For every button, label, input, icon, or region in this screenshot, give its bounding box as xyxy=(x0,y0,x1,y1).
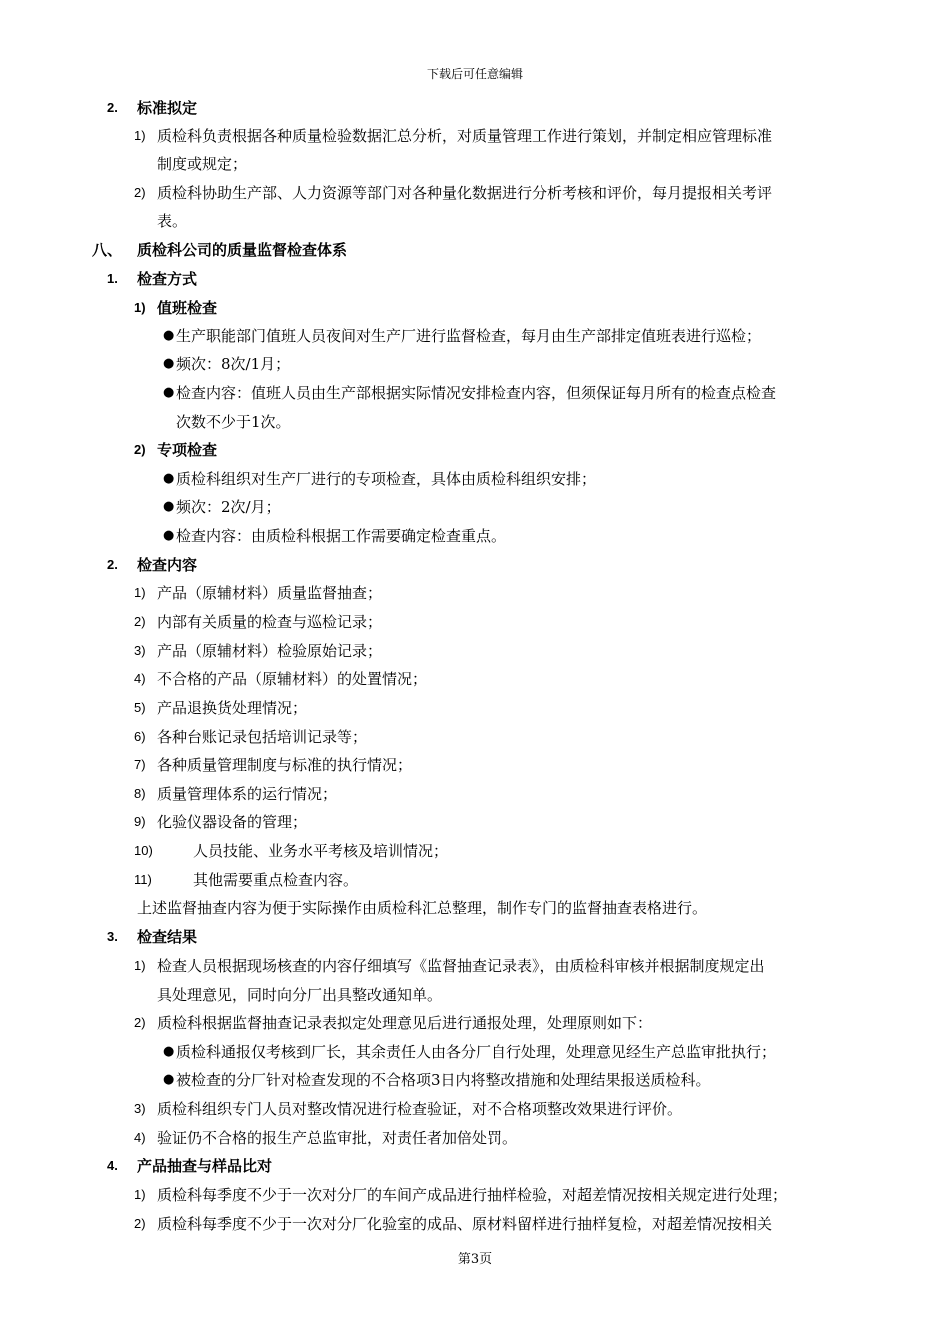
section-heading: 检查方式 xyxy=(137,270,198,288)
paragraph-line: 不合格的产品（原辅材料）的处置情况； xyxy=(157,670,428,688)
paragraph-line: 质检科根据监督抽查记录表拟定处理意见后进行通报处理，处理原则如下： xyxy=(157,1014,653,1032)
paragraph-line: 表。 xyxy=(157,212,188,230)
list-marker: 八、 xyxy=(92,241,123,259)
list-marker: 3. xyxy=(107,929,118,944)
list-marker: 9) xyxy=(134,814,146,829)
bullet-icon: ● xyxy=(163,528,175,543)
list-marker: 1) xyxy=(134,128,146,143)
paragraph-line: 次数不少于1次。 xyxy=(176,413,291,431)
paragraph-line: 产品退换货处理情况； xyxy=(157,699,308,717)
paragraph-line: 各种质量管理制度与标准的执行情况； xyxy=(157,756,413,774)
page-number: 第3页 xyxy=(457,1252,493,1267)
paragraph-line: 频次：8次/1月； xyxy=(176,355,291,373)
bullet-icon: ● xyxy=(163,499,175,514)
section-heading: 专项检查 xyxy=(157,441,218,459)
paragraph-line: 验证仍不合格的报生产总监审批，对责任者加倍处罚。 xyxy=(157,1129,518,1147)
list-marker: 2) xyxy=(134,1216,146,1231)
list-marker: 2. xyxy=(107,100,118,115)
paragraph-line: 质检科每季度不少于一次对分厂的车间产成品进行抽样检验，对超差情况按相关规定进行处理； xyxy=(157,1186,788,1204)
list-marker: 2) xyxy=(134,614,146,629)
list-marker: 2) xyxy=(134,1015,146,1030)
bullet-icon: ● xyxy=(163,356,175,371)
list-marker: 1) xyxy=(134,958,146,973)
list-marker: 4) xyxy=(134,1130,146,1145)
bullet-icon: ● xyxy=(163,471,175,486)
list-marker: 10) xyxy=(134,843,153,858)
section-heading: 产品抽查与样品比对 xyxy=(137,1157,273,1175)
paragraph-line: 检查内容：值班人员由生产部根据实际情况安排检查内容，但须保证每月所有的检查点检查 xyxy=(176,384,777,402)
paragraph-line: 被检查的分厂针对检查发现的不合格项3日内将整改措施和处理结果报送质检科。 xyxy=(176,1071,711,1089)
section-heading: 检查结果 xyxy=(137,928,198,946)
paragraph-line: 检查人员根据现场核查的内容仔细填写《监督抽查记录表》，由质检科审核并根据制度规定出 xyxy=(157,957,765,975)
paragraph-line: 产品（原辅材料）检验原始记录； xyxy=(157,642,383,660)
bullet-icon: ● xyxy=(163,328,175,343)
list-marker: 2) xyxy=(134,185,146,200)
paragraph-line: 质检科组织对生产厂进行的专项检查，具体由质检科组织安排； xyxy=(176,470,597,488)
paragraph-line: 上述监督抽查内容为便于实际操作由质检科汇总整理，制作专门的监督抽查表格进行。 xyxy=(137,899,708,917)
list-marker: 1. xyxy=(107,271,118,286)
bullet-icon: ● xyxy=(163,1072,175,1087)
paragraph-line: 内部有关质量的检查与巡检记录； xyxy=(157,613,383,631)
paragraph-line: 质检科负责根据各种质量检验数据汇总分析，对质量管理工作进行策划，并制定相应管理标准 xyxy=(157,127,773,145)
list-marker: 1) xyxy=(134,585,146,600)
list-marker: 1) xyxy=(134,1187,146,1202)
list-marker: 1) xyxy=(134,300,146,315)
paragraph-line: 化验仪器设备的管理； xyxy=(157,813,308,831)
paragraph-line: 制度或规定； xyxy=(157,155,248,173)
paragraph-line: 质检科每季度不少于一次对分厂化验室的成品、原材料留样进行抽样复检，对超差情况按相关 xyxy=(157,1215,773,1233)
section-heading: 值班检查 xyxy=(157,299,218,317)
list-marker: 3) xyxy=(134,643,146,658)
paragraph-line: 频次：2次/月； xyxy=(176,498,281,516)
paragraph-line: 生产职能部门值班人员夜间对生产厂进行监督检查，每月由生产部排定值班表进行巡检； xyxy=(176,327,762,345)
section-heading: 标准拟定 xyxy=(137,99,198,117)
section-heading: 检查内容 xyxy=(137,556,198,574)
paragraph-line: 质检科协助生产部、人力资源等部门对各种量化数据进行分析考核和评价，每月提报相关考评 xyxy=(157,184,773,202)
paragraph-line: 人员技能、业务水平考核及培训情况； xyxy=(193,842,449,860)
list-marker: 11) xyxy=(134,872,152,887)
list-marker: 4. xyxy=(107,1158,118,1173)
paragraph-line: 产品（原辅材料）质量监督抽查； xyxy=(157,584,383,602)
paragraph-line: 各种台账记录包括培训记录等； xyxy=(157,728,368,746)
list-marker: 7) xyxy=(134,757,146,772)
bullet-icon: ● xyxy=(163,385,175,400)
list-marker: 3) xyxy=(134,1101,146,1116)
list-marker: 2) xyxy=(134,442,146,457)
page-header: 下载后可任意编辑 xyxy=(426,67,523,81)
bullet-icon: ● xyxy=(163,1044,175,1059)
list-marker: 6) xyxy=(134,729,146,744)
paragraph-line: 质量管理体系的运行情况； xyxy=(157,785,338,803)
list-marker: 8) xyxy=(134,786,146,801)
section-heading: 质检科公司的质量监督检查体系 xyxy=(137,241,348,259)
paragraph-line: 检查内容：由质检科根据工作需要确定检查重点。 xyxy=(176,527,507,545)
list-marker: 4) xyxy=(134,671,146,686)
list-marker: 5) xyxy=(134,700,146,715)
paragraph-line: 具处理意见，同时向分厂出具整改通知单。 xyxy=(157,986,443,1004)
list-marker: 2. xyxy=(107,557,118,572)
paragraph-line: 质检科通报仅考核到厂长，其余责任人由各分厂自行处理，处理意见经生产总监审批执行； xyxy=(176,1043,777,1061)
paragraph-line: 质检科组织专门人员对整改情况进行检查验证，对不合格项整改效果进行评价。 xyxy=(157,1100,683,1118)
paragraph-line: 其他需要重点检查内容。 xyxy=(193,871,359,889)
